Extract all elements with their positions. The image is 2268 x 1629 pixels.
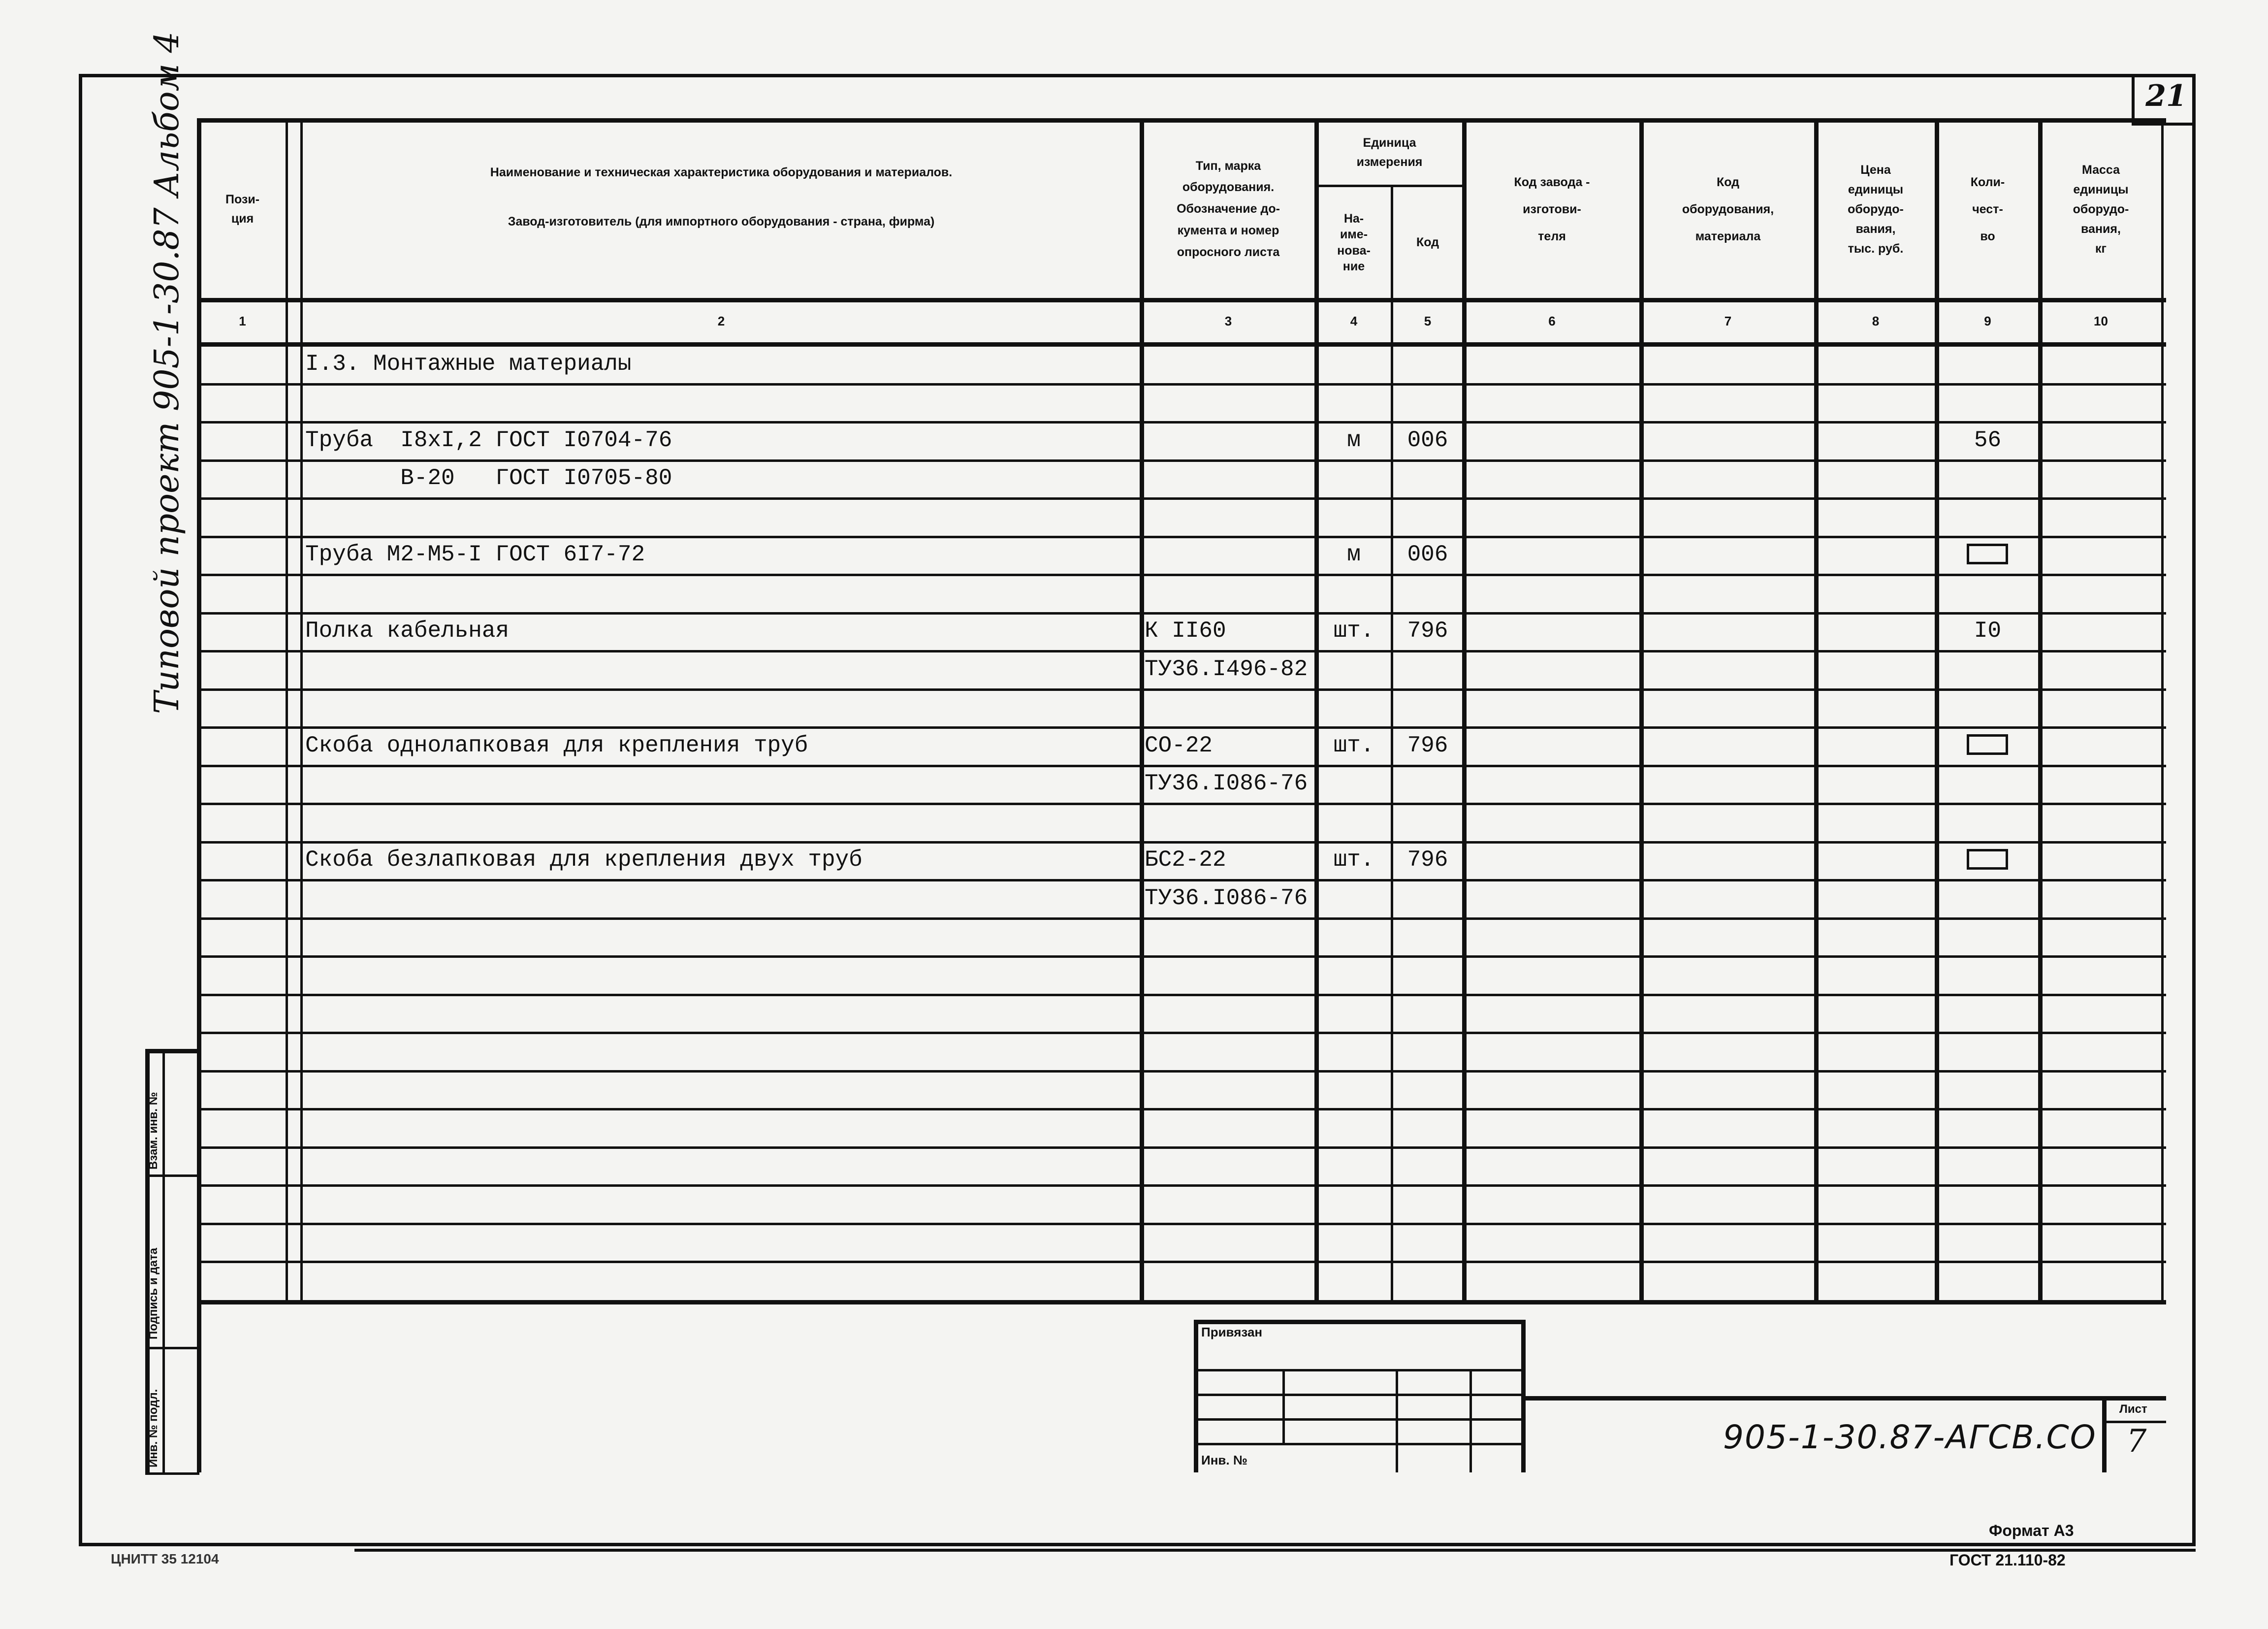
document-designation: 905-1-30.87-АГСВ.СО — [1723, 1418, 2097, 1456]
quantity-box — [1967, 849, 2008, 870]
header-name-line1: Наименование и техническая характеристика оборудования и материалов. — [490, 165, 953, 179]
stamp-list-label: Лист — [2119, 1402, 2147, 1416]
header-price: Цена единицы оборудо- вания, тыс. руб. — [1848, 163, 1904, 256]
col-num-10: 10 — [2094, 314, 2108, 328]
header-factory-code: Код завода - изготови- теля — [1514, 175, 1590, 243]
col-num-8: 8 — [1872, 314, 1880, 328]
row-type: ТУ36.I496-82 — [1145, 656, 1308, 682]
row-type: ТУ36.I086-76 — [1145, 885, 1308, 911]
col-num-3: 3 — [1224, 314, 1232, 328]
stamp-inv-no: Инв. № — [1201, 1453, 1247, 1467]
header-unit-code: Код — [1416, 235, 1439, 250]
row-type: К II60 — [1145, 618, 1226, 644]
quantity-box — [1967, 544, 2008, 564]
stamp-vzam-inv: Взам. инв. № — [147, 1092, 160, 1170]
footer-left-code: ЦНИТТ 35 12104 — [111, 1551, 219, 1566]
row-name: Полка кабельная — [305, 618, 510, 644]
row-unit: шт. — [1333, 847, 1374, 873]
row-unit-code: 006 — [1407, 542, 1448, 568]
footer-format: Формат А3 — [1989, 1522, 2074, 1539]
row-type: БС2-22 — [1145, 847, 1226, 873]
footer-gost: ГОСТ 21.110-82 — [1949, 1551, 2066, 1569]
stamp-podpis: Подпись и дата — [147, 1248, 160, 1339]
header-mass: Масса единицы оборудо- вания, кг — [2073, 163, 2129, 256]
row-unit: м — [1347, 427, 1361, 453]
header-equipment-code: Код оборудования, материала — [1682, 175, 1774, 243]
row-name: Скоба безлапковая для крепления двух труб — [305, 847, 862, 873]
row-name: Труба I8xI,2 ГОСТ I0704-76 — [305, 427, 672, 453]
header-unit-name: На- име- нова- ние — [1337, 211, 1371, 273]
stamp-inv-podl: Инв. № подл. — [147, 1389, 160, 1467]
col-num-6: 6 — [1548, 314, 1556, 328]
stamp-privyazan: Привязан — [1201, 1325, 1263, 1339]
col-num-7: 7 — [1724, 314, 1732, 328]
col-num-4: 4 — [1350, 314, 1358, 328]
col-num-1: 1 — [239, 314, 246, 328]
row-unit: м — [1347, 542, 1361, 568]
row-unit: шт. — [1333, 732, 1374, 758]
row-name: Труба М2-М5-I ГОСТ 6I7-72 — [305, 542, 645, 568]
col-num-2: 2 — [717, 314, 725, 328]
row-unit-code: 796 — [1407, 618, 1448, 644]
row-name: В-20 ГОСТ I0705-80 — [305, 465, 672, 491]
quantity-box — [1967, 734, 2008, 755]
row-name: Скоба однолапковая для крепления труб — [305, 732, 808, 758]
row-type: СО-22 — [1145, 732, 1213, 758]
row-unit-code: 796 — [1407, 847, 1448, 873]
header-position: Пози- ция — [225, 193, 260, 226]
row-quantity: I0 — [1974, 618, 2002, 644]
row-unit: шт. — [1333, 618, 1374, 644]
header-unit-group: Единица измерения — [1356, 136, 1423, 169]
row-type: ТУ36.I086-76 — [1145, 771, 1308, 797]
header-name-line2: Завод-изготовитель (для импортного оборудования - страна, фирма) — [508, 214, 935, 228]
page-number: 21 — [2145, 79, 2187, 113]
row-unit-code: 006 — [1407, 427, 1448, 453]
row-name: I.3. Монтажные материалы — [305, 351, 632, 377]
header-type: Тип, марка оборудования. Обозначение до- кумента и номер опросного листа — [1177, 159, 1280, 259]
stamp-list-number: 7 — [2126, 1423, 2147, 1460]
col-num-5: 5 — [1424, 314, 1432, 328]
side-project-title: Типовой проект 905-1-30.87 Альбом 4 — [148, 32, 187, 714]
row-unit-code: 796 — [1407, 732, 1448, 758]
header-quantity: Коли- чест- во — [1970, 175, 2005, 243]
row-quantity: 56 — [1974, 427, 2002, 453]
col-num-9: 9 — [1984, 314, 1991, 328]
